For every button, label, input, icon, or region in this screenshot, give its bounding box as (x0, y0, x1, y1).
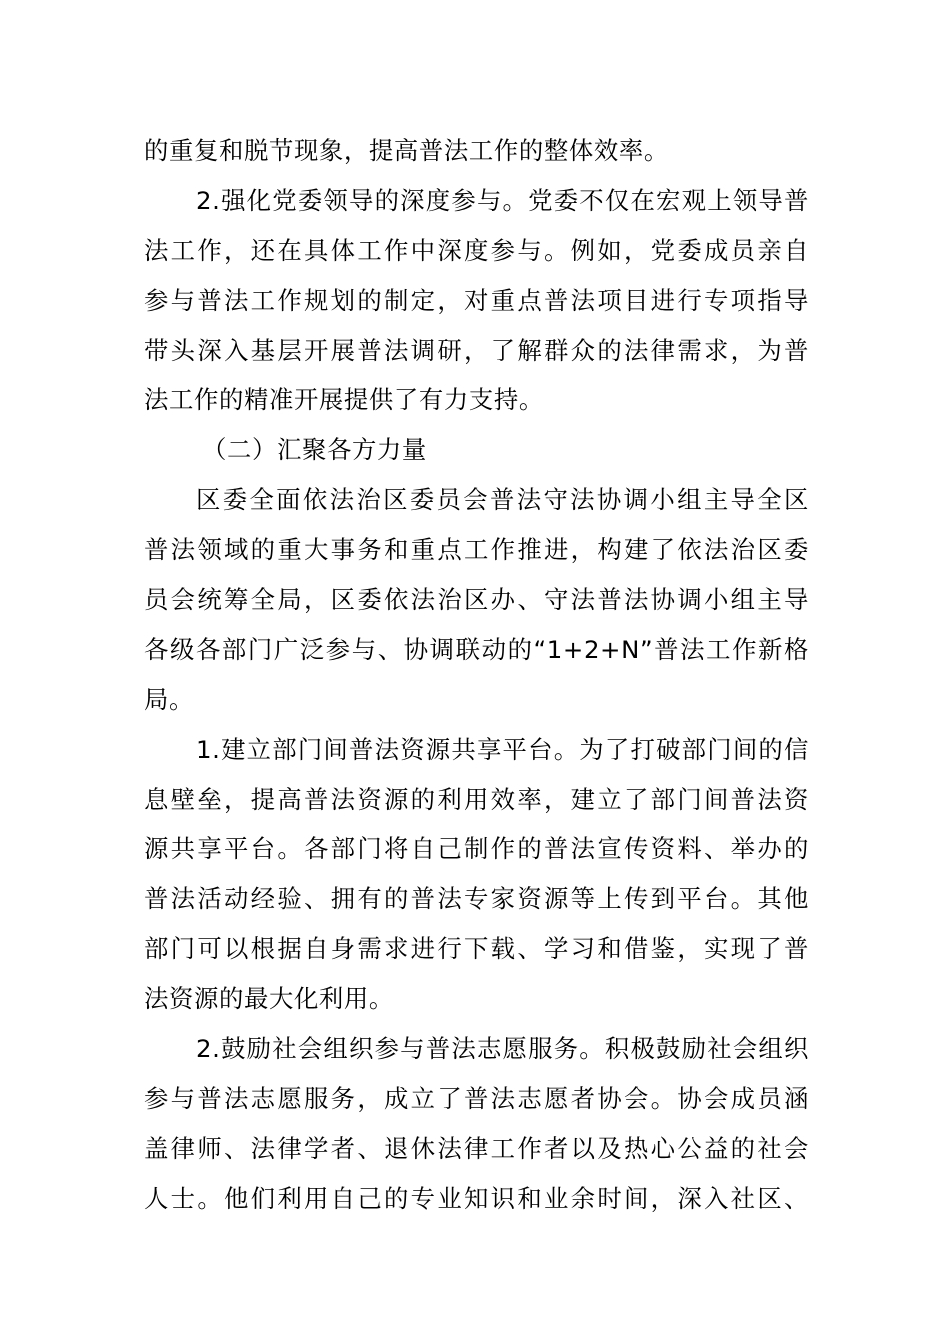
text-line: 普法活动经验、拥有的普法专家资源等上传到平台。其他 (144, 884, 809, 914)
text-line: 带头深入基层开展普法调研，了解群众的法律需求，为普 (144, 335, 809, 365)
text-line: 源共享平台。各部门将自己制作的普法宣传资料、举办的 (144, 834, 809, 864)
text-line: 各级各部门广泛参与、协调联动的“1+2+N”普法工作新格 (144, 634, 809, 664)
text-line: 参与普法志愿服务，成立了普法志愿者协会。协会成员涵 (144, 1083, 809, 1113)
text-line: 部门可以根据自身需求进行下载、学习和借鉴，实现了普 (144, 934, 809, 964)
section-heading: （二）汇聚各方力量 (202, 435, 427, 465)
paragraph-first-line: 2.鼓励社会组织参与普法志愿服务。积极鼓励社会组织 (196, 1034, 809, 1064)
text-line: 法工作的精准开展提供了有力支持。 (144, 385, 544, 415)
paragraph-first-line: 1.建立部门间普法资源共享平台。为了打破部门间的信 (196, 734, 809, 764)
body-text (144, 126, 809, 1224)
text-line: 息壁垒，提高普法资源的利用效率，建立了部门间普法资 (144, 784, 809, 814)
text-line: 法工作，还在具体工作中深度参与。例如，党委成员亲自 (144, 235, 809, 265)
text-line: 员会统筹全局，区委依法治区办、守法普法协调小组主导 (144, 585, 809, 615)
text-line: 普法领域的重大事务和重点工作推进，构建了依法治区委 (144, 535, 809, 565)
text-line: 局。 (144, 684, 194, 714)
text-line: 盖律师、法律学者、退休法律工作者以及热心公益的社会 (144, 1133, 809, 1163)
text-line: 法资源的最大化利用。 (144, 984, 394, 1014)
paragraph-first-line: 2.强化党委领导的深度参与。党委不仅在宏观上领导普 (196, 185, 809, 215)
text-line: 的重复和脱节现象，提高普法工作的整体效率。 (144, 136, 669, 165)
text-line: 参与普法工作规划的制定，对重点普法项目进行专项指导 (144, 285, 809, 315)
text-line: 人士。他们利用自己的专业知识和业余时间，深入社区、 (144, 1183, 809, 1213)
paragraph-first-line: 区委全面依法治区委员会普法守法协调小组主导全区 (196, 485, 809, 515)
